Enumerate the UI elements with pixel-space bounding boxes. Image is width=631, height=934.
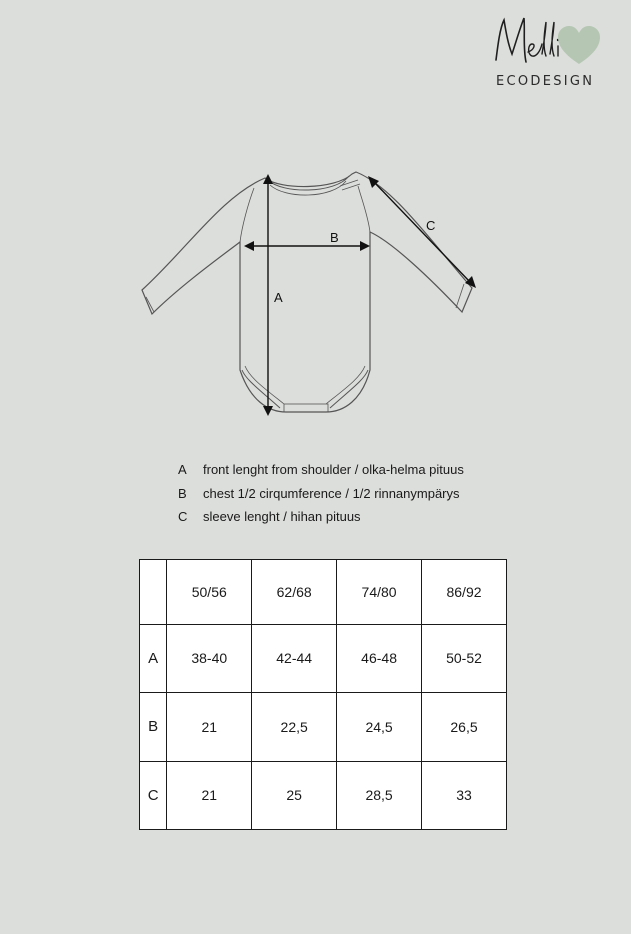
size-header: 74/80 — [337, 560, 422, 625]
table-cell: 22,5 — [252, 693, 337, 761]
table-cell: 24,5 — [337, 693, 422, 761]
row-label: C — [140, 761, 167, 829]
label-b: B — [330, 230, 339, 245]
table-cell: 50-52 — [422, 624, 507, 692]
table-row — [140, 693, 507, 761]
table-cell: 38-40 — [167, 624, 252, 692]
legend-text: chest 1/2 cirqumference / 1/2 rinnanympärys — [203, 485, 460, 501]
bodysuit-diagram — [130, 160, 490, 430]
table-header-row — [140, 560, 507, 625]
table-cell: 46-48 — [337, 624, 422, 692]
legend-key: C — [178, 509, 188, 524]
bodysuit-outline — [142, 172, 472, 412]
label-a: A — [274, 290, 283, 305]
table-cell: 21 — [167, 761, 252, 829]
legend-key: A — [178, 462, 187, 477]
legend-text: front lenght from shoulder / olka-helma pituus — [203, 462, 464, 477]
legend-text: sleeve lenght / hihan pituus — [203, 509, 361, 524]
size-table — [139, 559, 507, 830]
row-label: B — [140, 693, 167, 761]
table-cell: 25 — [252, 761, 337, 829]
legend-row-c — [178, 505, 464, 529]
brand-logo — [486, 14, 616, 94]
table-cell: 33 — [422, 761, 507, 829]
legend-key: B — [178, 485, 187, 501]
table-cell: 21 — [167, 693, 252, 761]
measurement-legend — [178, 458, 464, 529]
table-row — [140, 624, 507, 692]
table-corner-cell — [140, 560, 167, 625]
row-label: A — [140, 624, 167, 692]
label-c: C — [426, 218, 436, 233]
table-cell: 26,5 — [422, 693, 507, 761]
table-cell: 28,5 — [337, 761, 422, 829]
size-header: 62/68 — [252, 560, 337, 625]
brand-tagline: ECODESIGN — [496, 74, 595, 89]
legend-row-b — [178, 482, 464, 506]
legend-row-a — [178, 458, 464, 482]
table-cell: 42-44 — [252, 624, 337, 692]
heart-icon — [556, 24, 602, 66]
table-row — [140, 761, 507, 829]
size-header: 50/56 — [167, 560, 252, 625]
size-header: 86/92 — [422, 560, 507, 625]
